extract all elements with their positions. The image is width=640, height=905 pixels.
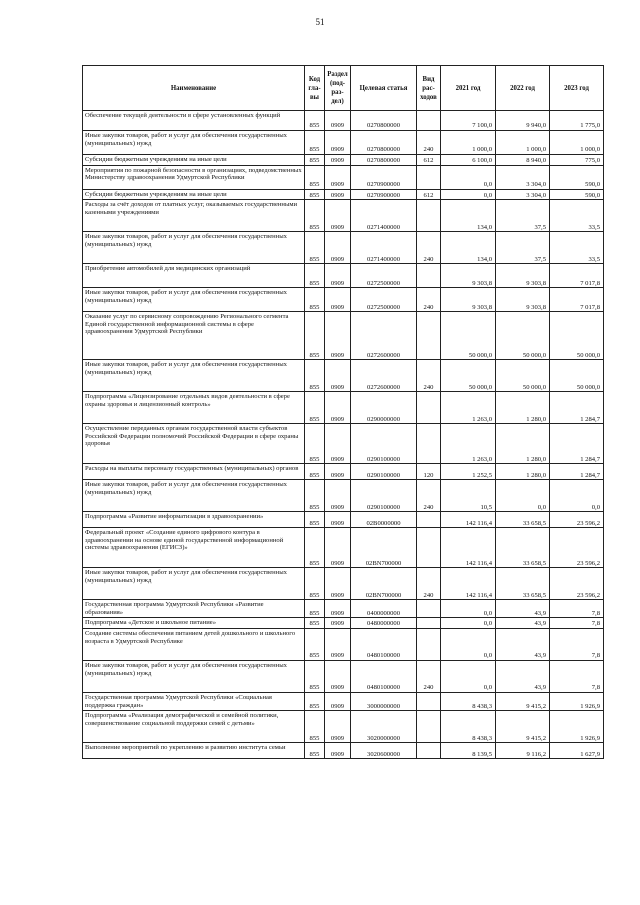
cell-glava: 855 [305,424,325,464]
cell-statya: 0270900000 [351,165,417,189]
cell-glava: 855 [305,528,325,568]
cell-razdel: 0909 [325,189,351,200]
cell-2023: 33,5 [550,200,604,232]
cell-glava: 855 [305,600,325,618]
cell-statya: 0400000000 [351,600,417,618]
cell-razdel: 0909 [325,692,351,710]
cell-2023: 23 596,2 [550,568,604,600]
cell-vid [417,264,441,288]
cell-statya: 0271400000 [351,200,417,232]
cell-2022: 43,9 [496,600,550,618]
cell-razdel: 0909 [325,618,351,629]
row-name: Обеспечение текущей деятельности в сфере установленных функций [83,111,305,131]
row-name: Расходы за счёт доходов от платных услуг, оказываемых государственными казенными учреждениями [83,200,305,232]
cell-2023: 7 017,8 [550,264,604,288]
row-name: Расходы на выплаты персоналу государственных (муниципальных) органов [83,464,305,480]
cell-2021: 50 000,0 [441,360,496,392]
cell-glava: 855 [305,360,325,392]
table-row [83,692,604,710]
cell-razdel: 0909 [325,165,351,189]
table-row [83,660,604,692]
header-statya: Целевая статья [351,66,417,111]
cell-2021: 50 000,0 [441,312,496,360]
cell-vid: 240 [417,131,441,155]
table-row [83,392,604,424]
cell-glava: 855 [305,568,325,600]
cell-vid [417,528,441,568]
row-name: Субсидии бюджетным учреждениям на иные цели [83,155,305,166]
row-name: Подпрограмма «Лицензирование отдельных видов деятельности в сфере охраны здоровья и лицензионный контроль» [83,392,305,424]
cell-razdel: 0909 [325,480,351,512]
header-glava: Код гла-вы [305,66,325,111]
cell-2021: 0,0 [441,660,496,692]
table-row [83,189,604,200]
table-row [83,512,604,528]
cell-2022: 1 280,0 [496,464,550,480]
header-name: Наименование [83,66,305,111]
cell-vid: 240 [417,660,441,692]
row-name: Государственная программа Удмуртской Республики «Развитие образования» [83,600,305,618]
cell-2022: 1 280,0 [496,424,550,464]
cell-vid [417,692,441,710]
cell-2023: 7 017,8 [550,288,604,312]
header-2021: 2021 год [441,66,496,111]
row-name: Создание системы обеспечения питанием детей дошкольного и школьного возраста в Удмуртской Республике [83,628,305,660]
page-number: 51 [315,17,325,27]
cell-statya: 0290100000 [351,424,417,464]
cell-statya: 02ВN700000 [351,528,417,568]
cell-vid [417,600,441,618]
row-name: Подпрограмма «Реализация демографической и семейной политики, совершенствование социальной поддержки семей с детьми» [83,711,305,743]
table-row [83,464,604,480]
row-name: Иные закупки товаров, работ и услуг для обеспечения государственных (муниципальных) нужд [83,660,305,692]
table-row [83,480,604,512]
cell-2023: 50 000,0 [550,360,604,392]
cell-glava: 855 [305,264,325,288]
table-row [83,360,604,392]
cell-2023: 1 284,7 [550,464,604,480]
cell-razdel: 0909 [325,264,351,288]
cell-2023: 1 284,7 [550,392,604,424]
cell-razdel: 0909 [325,200,351,232]
cell-2022: 9 116,2 [496,743,550,759]
cell-2023: 23 596,2 [550,528,604,568]
cell-statya: 0272600000 [351,312,417,360]
cell-vid [417,628,441,660]
cell-razdel: 0909 [325,312,351,360]
table-row [83,165,604,189]
cell-glava: 855 [305,200,325,232]
table-row [83,424,604,464]
table-row [83,288,604,312]
budget-table [82,65,604,759]
cell-2022: 0,0 [496,480,550,512]
cell-statya: 3020600000 [351,743,417,759]
cell-2022: 3 304,0 [496,189,550,200]
cell-vid [417,424,441,464]
cell-statya: 3000000000 [351,692,417,710]
cell-glava: 855 [305,232,325,264]
cell-razdel: 0909 [325,464,351,480]
cell-2022: 9 940,0 [496,111,550,131]
cell-2022: 1 000,0 [496,131,550,155]
cell-2021: 0,0 [441,600,496,618]
cell-2021: 8 438,3 [441,692,496,710]
cell-vid [417,743,441,759]
row-name: Федеральный проект «Создание единого цифрового контура в здравоохранении на основе единой государственной информационной системы здравоохранения (ЕГИСЗ)» [83,528,305,568]
row-name: Иные закупки товаров, работ и услуг для обеспечения государственных (муниципальных) нужд [83,360,305,392]
cell-2021: 10,5 [441,480,496,512]
table-row [83,618,604,629]
cell-statya: 0270800000 [351,155,417,166]
table-row [83,111,604,131]
cell-2023: 1 926,9 [550,692,604,710]
cell-glava: 855 [305,692,325,710]
cell-razdel: 0909 [325,711,351,743]
cell-razdel: 0909 [325,111,351,131]
cell-2023: 50 000,0 [550,312,604,360]
cell-2023: 1 926,9 [550,711,604,743]
cell-2023: 1 000,0 [550,131,604,155]
cell-statya: 0271400000 [351,232,417,264]
cell-glava: 855 [305,288,325,312]
table-row [83,232,604,264]
cell-statya: 0272500000 [351,264,417,288]
row-name: Приобретение автомобилей для медицинских организаций [83,264,305,288]
cell-statya: 0480100000 [351,628,417,660]
header-razdel: Раздел (под-раз-дел) [325,66,351,111]
cell-2022: 33 658,5 [496,568,550,600]
cell-razdel: 0909 [325,660,351,692]
cell-statya: 0290100000 [351,480,417,512]
cell-2023: 590,0 [550,189,604,200]
cell-2022: 43,9 [496,618,550,629]
cell-statya: 02ВN700000 [351,568,417,600]
cell-glava: 855 [305,392,325,424]
cell-razdel: 0909 [325,512,351,528]
cell-2021: 0,0 [441,628,496,660]
cell-vid: 612 [417,155,441,166]
row-name: Подпрограмма «Детское и школьное питание» [83,618,305,629]
cell-vid [417,312,441,360]
cell-vid [417,392,441,424]
table-row [83,131,604,155]
cell-2021: 0,0 [441,618,496,629]
cell-vid: 240 [417,568,441,600]
table-row [83,264,604,288]
cell-2022: 9 303,8 [496,288,550,312]
cell-statya: 0480100000 [351,660,417,692]
cell-2023: 0,0 [550,480,604,512]
cell-statya: 0270900000 [351,189,417,200]
cell-2021: 0,0 [441,165,496,189]
cell-statya: 0272500000 [351,288,417,312]
cell-2021: 8 438,3 [441,711,496,743]
header-2022: 2022 год [496,66,550,111]
table-row [83,528,604,568]
cell-2021: 134,0 [441,200,496,232]
cell-razdel: 0909 [325,743,351,759]
cell-2022: 37,5 [496,200,550,232]
cell-2023: 33,5 [550,232,604,264]
cell-razdel: 0909 [325,528,351,568]
cell-2023: 7,8 [550,618,604,629]
row-name: Субсидии бюджетным учреждениям на иные цели [83,189,305,200]
cell-2021: 142 116,4 [441,528,496,568]
cell-glava: 855 [305,111,325,131]
cell-vid: 240 [417,360,441,392]
cell-2021: 1 000,0 [441,131,496,155]
cell-vid: 240 [417,288,441,312]
cell-2023: 7,8 [550,628,604,660]
cell-statya: 0290100000 [351,464,417,480]
cell-razdel: 0909 [325,360,351,392]
cell-glava: 855 [305,131,325,155]
header-row [83,66,604,111]
cell-statya: 0290000000 [351,392,417,424]
cell-statya: 02В0000000 [351,512,417,528]
cell-vid [417,512,441,528]
cell-razdel: 0909 [325,628,351,660]
header-2023: 2023 год [550,66,604,111]
cell-2021: 7 100,0 [441,111,496,131]
cell-2022: 8 940,0 [496,155,550,166]
cell-glava: 855 [305,312,325,360]
cell-glava: 855 [305,189,325,200]
cell-vid: 240 [417,232,441,264]
cell-razdel: 0909 [325,568,351,600]
cell-razdel: 0909 [325,131,351,155]
row-name: Осуществление переданных органам государственной власти субъектов Российской Федерации полномочий Российской Федерации в сфере охраны здоровья [83,424,305,464]
cell-vid [417,618,441,629]
cell-vid [417,111,441,131]
cell-2021: 134,0 [441,232,496,264]
cell-2021: 9 303,8 [441,288,496,312]
cell-2021: 142 116,4 [441,512,496,528]
row-name: Иные закупки товаров, работ и услуг для обеспечения государственных (муниципальных) нужд [83,480,305,512]
cell-2021: 142 116,4 [441,568,496,600]
cell-glava: 855 [305,155,325,166]
cell-glava: 855 [305,512,325,528]
cell-statya: 3020000000 [351,711,417,743]
cell-2022: 9 415,2 [496,711,550,743]
row-name: Иные закупки товаров, работ и услуг для обеспечения государственных (муниципальных) нужд [83,568,305,600]
row-name: Оказание услуг по сервисному сопровождению Регионального сегмента Единой государственной информационной системы в сфере здравоохранения Удмуртской Республики [83,312,305,360]
cell-2022: 9 303,8 [496,264,550,288]
cell-razdel: 0909 [325,232,351,264]
row-name: Иные закупки товаров, работ и услуг для обеспечения государственных (муниципальных) нужд [83,232,305,264]
cell-2023: 775,0 [550,155,604,166]
cell-razdel: 0909 [325,600,351,618]
cell-2021: 8 139,5 [441,743,496,759]
row-name: Мероприятия по пожарной безопасности в организациях, подведомственных Министерству здравоохранения Удмуртской Республики [83,165,305,189]
cell-2023: 1 284,7 [550,424,604,464]
cell-2022: 3 304,0 [496,165,550,189]
table-row [83,628,604,660]
cell-vid: 612 [417,189,441,200]
table-row [83,743,604,759]
row-name: Государственная программа Удмуртской Республики «Социальная поддержка граждан» [83,692,305,710]
cell-2023: 7,8 [550,660,604,692]
cell-vid [417,200,441,232]
cell-glava: 855 [305,480,325,512]
cell-razdel: 0909 [325,392,351,424]
cell-2023: 1 775,0 [550,111,604,131]
header-vid: Вид рас-ходов [417,66,441,111]
cell-statya: 0480000000 [351,618,417,629]
cell-2021: 9 303,8 [441,264,496,288]
table-row [83,711,604,743]
cell-2021: 1 263,0 [441,392,496,424]
row-name: Иные закупки товаров, работ и услуг для обеспечения государственных (муниципальных) нужд [83,288,305,312]
table-row [83,200,604,232]
cell-vid [417,165,441,189]
cell-2022: 9 415,2 [496,692,550,710]
cell-2023: 7,8 [550,600,604,618]
cell-glava: 855 [305,628,325,660]
cell-statya: 0270800000 [351,131,417,155]
cell-2023: 23 596,2 [550,512,604,528]
cell-2022: 43,9 [496,628,550,660]
cell-glava: 855 [305,165,325,189]
cell-2021: 6 100,0 [441,155,496,166]
cell-glava: 855 [305,618,325,629]
cell-2022: 50 000,0 [496,312,550,360]
cell-statya: 0272600000 [351,360,417,392]
cell-glava: 855 [305,660,325,692]
row-name: Подпрограмма «Развитие информатизации в здравоохранении» [83,512,305,528]
cell-glava: 855 [305,464,325,480]
cell-2022: 1 280,0 [496,392,550,424]
cell-2021: 0,0 [441,189,496,200]
cell-2022: 33 658,5 [496,512,550,528]
row-name: Иные закупки товаров, работ и услуг для обеспечения государственных (муниципальных) нужд [83,131,305,155]
cell-2021: 1 252,5 [441,464,496,480]
table-row [83,155,604,166]
row-name: Выполнение мероприятий по укреплению и развитию института семьи [83,743,305,759]
cell-2022: 33 658,5 [496,528,550,568]
cell-2023: 590,0 [550,165,604,189]
cell-statya: 0270800000 [351,111,417,131]
cell-razdel: 0909 [325,288,351,312]
cell-2022: 43,9 [496,660,550,692]
cell-2022: 50 000,0 [496,360,550,392]
cell-razdel: 0909 [325,424,351,464]
table-row [83,568,604,600]
cell-2021: 1 263,0 [441,424,496,464]
cell-vid: 120 [417,464,441,480]
cell-razdel: 0909 [325,155,351,166]
cell-2023: 1 627,9 [550,743,604,759]
table-row [83,600,604,618]
cell-glava: 855 [305,743,325,759]
cell-2022: 37,5 [496,232,550,264]
cell-vid [417,711,441,743]
cell-vid: 240 [417,480,441,512]
table-row [83,312,604,360]
cell-glava: 855 [305,711,325,743]
